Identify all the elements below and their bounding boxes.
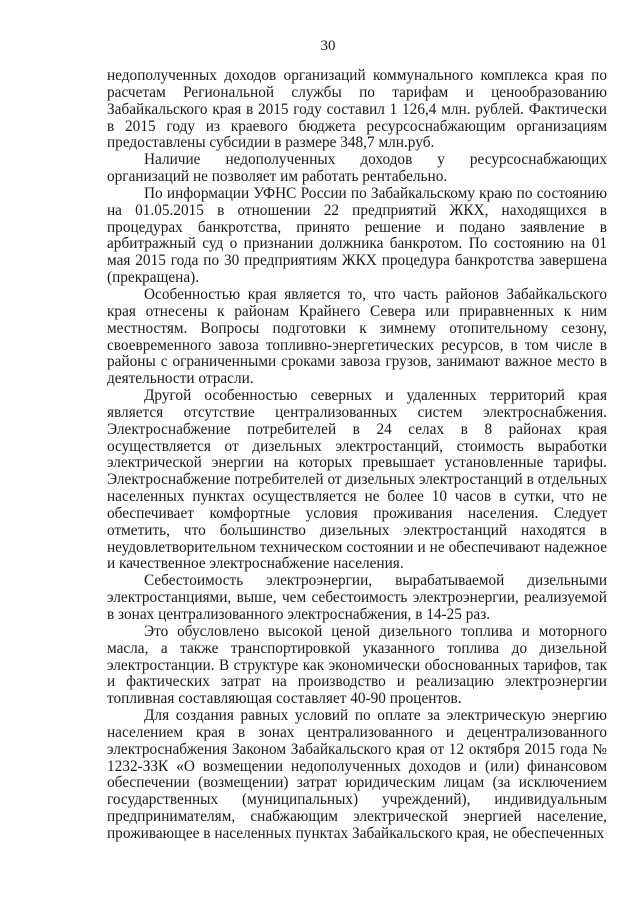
paragraph-5: Другой особенностью северных и удаленных территорий края является отсутствие централизованных систем электроснабжения. Электроснабжение потребителей в 24 селах в 8 районах края осуществляется от дизельных электростанций, стоимость выработки электрической энергии на которых превышает установленные тарифы. Электроснабжение потребителей от дизельных электростанций в отдельных населенных пунктах осуществляется не более 10 часов в сутки, что не обеспечивает комфортные условия проживания населения. Следует отметить, что большинство дизельных электростанций находятся в неудовлетворительном техническом состоянии и не обеспечивают надежное и качественное электроснабжение населения.	[107, 387, 607, 573]
paragraph-6: Себестоимость электроэнергии, вырабатываемой дизельными электростанциями, выше, чем себестоимость электроэнергии, реализуемой в зонах централизованного электроснабжения, в 14-25 раз.	[107, 572, 607, 623]
paragraph-3: По информации УФНС России по Забайкальскому краю по состоянию на 01.05.2015 в отношении 22 предприятий ЖКХ, находящихся в процедурах банкротства, принято решение и подано заявление в арбитражный суд о признании должника банкротом. По состоянию на 01 мая 2015 года по 30 предприятиям ЖКХ процедура банкротства завершена (прекращена).	[107, 184, 607, 287]
page-number: 30	[320, 38, 336, 54]
paragraph-4: Особенностью края является то, что часть районов Забайкальского края отнесены к районам Крайнего Севера или приравненных к ним местностям. Вопросы подготовки к зимнему отопительному сезону, своевременного завоза топливно-энергетических ресурсов, в том числе в районы с ограниченными сроками завоза грузов, занимают важное место в деятельности отрасли.	[107, 285, 607, 388]
paragraph-2: Наличие недополученных доходов у ресурсоснабжающих организаций не позволяет им работать рентабельно.	[107, 151, 607, 186]
paragraph-1: недополученных доходов организаций коммунального комплекса края по расчетам Региональной службы по тарифам и ценообразованию Забайкальского края в 2015 году составил 1 126,4 млн. рублей. Фактически в 2015 году из краевого бюджета ресурсоснабжающим организациям предоставлены субсидии в размере 348,7 млн.руб.	[107, 67, 607, 152]
paragraph-8: Для создания равных условий по оплате за электрическую энергию населением края в зонах централизованного и децентрализованного электроснабжения Законом Забайкальского края от 12 октября 2015 года № 1232-ЗЗК «О возмещении недополученных доходов и (или) финансовом обеспечении (возмещении) затрат юридическим лицам (за исключением государственных (муниципальных) учреждений), индивидуальным предпринимателям, снабжающим электрической энергией население, проживающее в населенных пунктах Забайкальского края, не обеспеченных	[107, 707, 607, 842]
paragraph-7: Это обусловлено высокой ценой дизельного топлива и моторного масла, а также транспортировкой указанного топлива до дизельной электростанции. В структуре как экономически обоснованных тарифов, так и фактических затрат на производство и реализацию электроэнергии топливная составляющая составляет 40-90 процентов.	[107, 622, 607, 708]
document-body	[107, 68, 607, 843]
